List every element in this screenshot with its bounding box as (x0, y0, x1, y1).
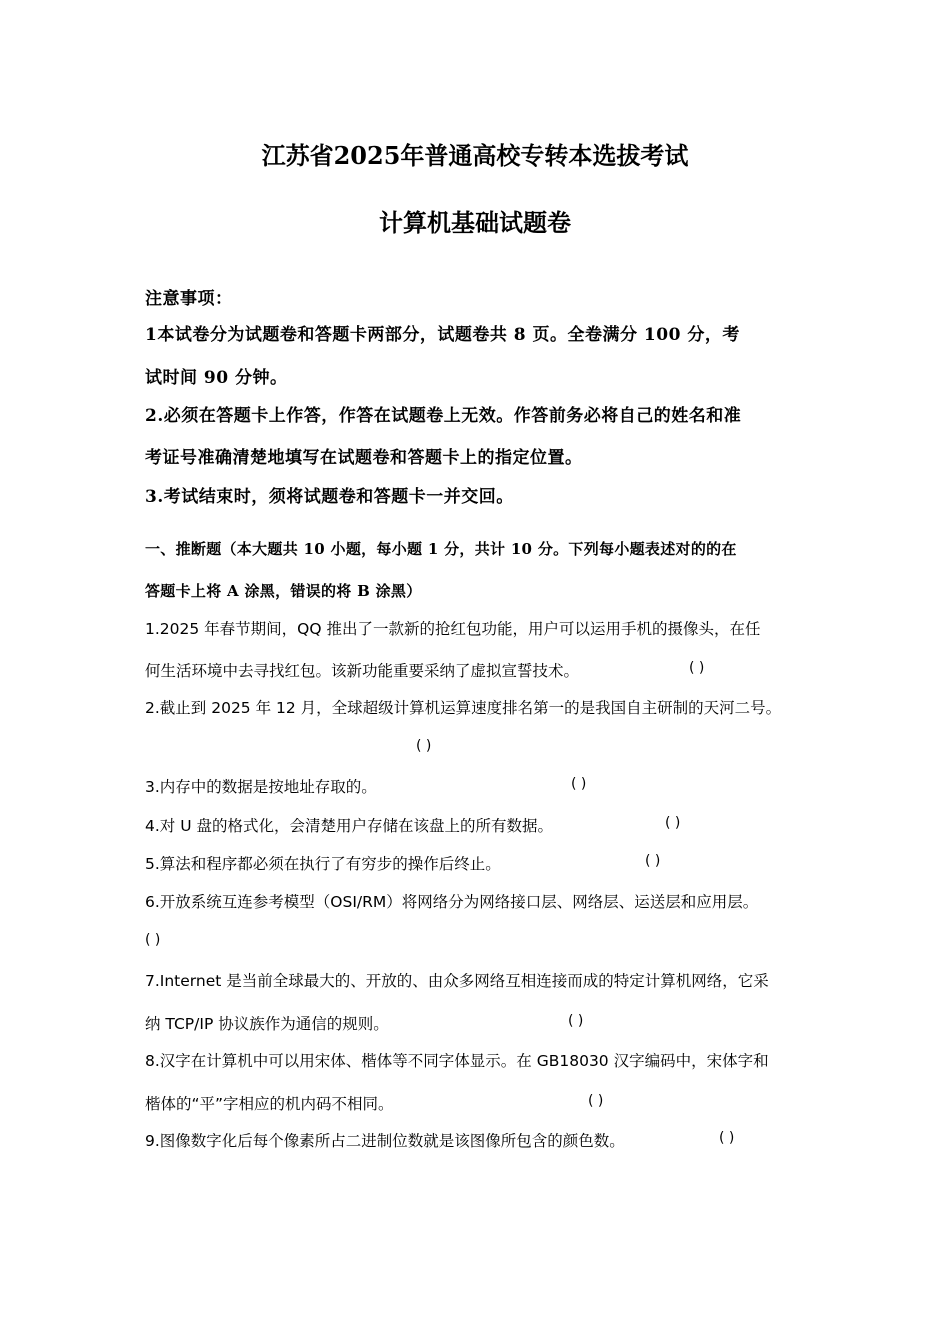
notice-heading: 注意事项： (145, 289, 233, 309)
exam-title: 江苏省2025年普通高校专转本选拔考试 (261, 141, 689, 170)
answer-blank-7: ( ) (568, 1013, 584, 1029)
answer-blank-1: ( ) (689, 660, 705, 676)
question-3: 3.内存中的数据是按地址存取的。 (145, 778, 377, 796)
answer-blank-8: ( ) (588, 1093, 604, 1109)
notice-item-3: 3.考试结束时，须将试题卷和答题卡一并交回。 (145, 487, 514, 507)
answer-blank-9: ( ) (719, 1130, 735, 1146)
question-6: 6.开放系统互连参考模型（OSI/RM）将网络分为网络接口层、网络层、运送层和应用层。 (145, 893, 759, 911)
answer-blank-5: ( ) (645, 853, 661, 869)
section-heading-cont: 答题卡上将 A 涂黑，错误的将 B 涂黑） (145, 582, 422, 600)
notice-item-1: 1本试卷分为试题卷和答题卡两部分，试题卷共 8 页。全卷满分 100 分，考 (145, 325, 740, 345)
section-heading: 一、推断题（本大题共 10 小题，每小题 1 分，共计 10 分。下列每小题表述对的的在 (145, 540, 737, 558)
notice-item-2: 2.必须在答题卡上作答，作答在试题卷上无效。作答前务必将自己的姓名和准 (145, 406, 742, 426)
answer-blank-2: ( ) (416, 738, 432, 754)
answer-blank-3: ( ) (571, 776, 587, 792)
question-9: 9.图像数字化后每个像素所占二进制位数就是该图像所包含的颜色数。 (145, 1132, 625, 1150)
question-8: 8.汉字在计算机中可以用宋体、楷体等不同字体显示。在 GB18030 汉字编码中，宋体字和 (145, 1052, 769, 1070)
question-7-cont: 纳 TCP/IP 协议族作为通信的规则。 (145, 1015, 389, 1033)
question-1: 1.2025 年春节期间，QQ 推出了一款新的抢红包功能，用户可以运用手机的摄像头，在任 (145, 620, 761, 638)
notice-item-2-cont: 考证号准确清楚地填写在试题卷和答题卡上的指定位置。 (145, 448, 583, 468)
notice-item-1-cont: 试时间 90 分钟。 (145, 368, 288, 388)
question-4: 4.对 U 盘的格式化，会清楚用户存储在该盘上的所有数据。 (145, 817, 553, 835)
paper-subtitle: 计算机基础试题卷 (379, 208, 571, 237)
question-5: 5.算法和程序都必须在执行了有穷步的操作后终止。 (145, 855, 501, 873)
question-7: 7.Internet 是当前全球最大的、开放的、由众多网络互相连接而成的特定计算机网络，它采 (145, 972, 769, 990)
answer-blank-4: ( ) (665, 815, 681, 831)
question-1-cont: 何生活环境中去寻找红包。该新功能重要采纳了虚拟宣誓技术。 (145, 662, 580, 680)
question-2: 2.截止到 2025 年 12 月，全球超级计算机运算速度排名第一的是我国自主研制的天河二号。 (145, 699, 782, 717)
question-8-cont: 楷体的“平”字相应的机内码不相同。 (145, 1095, 394, 1113)
answer-blank-6: ( ) (145, 932, 161, 948)
